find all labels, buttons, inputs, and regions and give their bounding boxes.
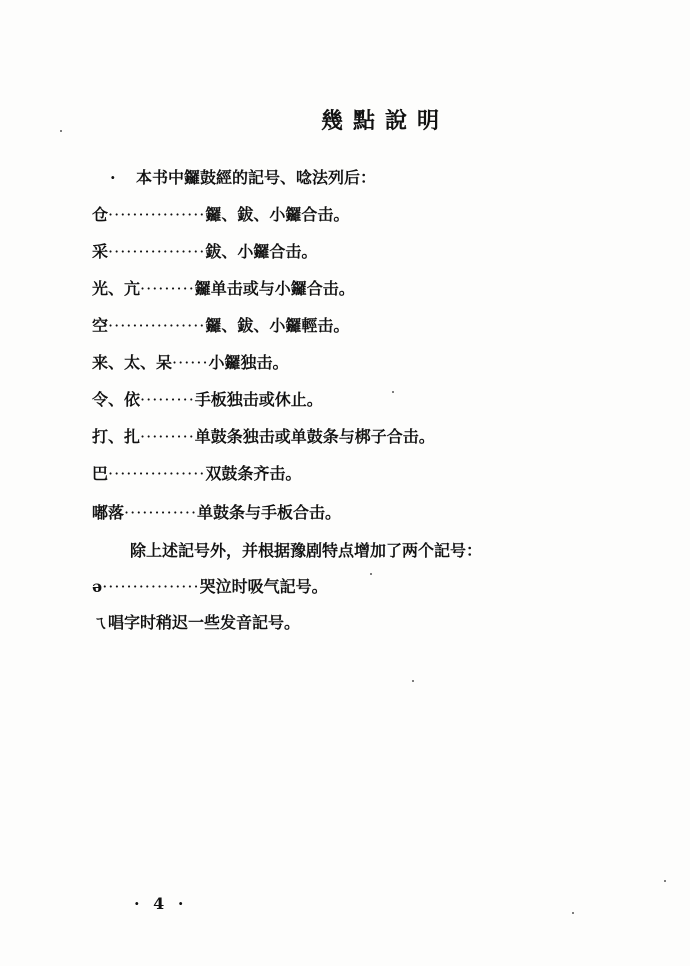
- leader-dots: ················: [108, 464, 206, 483]
- leader-dots: ·········: [140, 427, 195, 446]
- entry-term: 光、亢: [92, 279, 141, 298]
- entry-desc: 小鑼独击。: [208, 353, 289, 372]
- leader-dots: ·········: [140, 390, 195, 409]
- page-number: · 4 ·: [134, 894, 188, 913]
- entry-term: ㄟ: [92, 613, 109, 632]
- entry-desc: 唱字时稍迟一些发音記号。: [108, 613, 301, 632]
- scan-speck: [60, 130, 62, 132]
- entry-term: 打、扎: [92, 427, 141, 446]
- entry-row: [92, 276, 355, 299]
- entry-row: [92, 202, 349, 225]
- scan-speck: [664, 880, 666, 882]
- intro-text: 本书中鑼鼓經的記号、唸法列后：: [136, 168, 377, 187]
- entry-desc: 手板独击或休止。: [194, 390, 323, 409]
- entry-row: [92, 387, 323, 410]
- entry-term: 采: [92, 242, 109, 261]
- intro-line: [110, 165, 376, 188]
- entry-row: [92, 424, 435, 447]
- entry-row: [92, 574, 328, 597]
- entry-desc: 单鼓条与手板合击。: [197, 503, 342, 522]
- entry-term: 来、太、呆: [92, 353, 173, 372]
- leader-dots: ················: [108, 205, 206, 224]
- scan-speck: [370, 573, 372, 575]
- note-paragraph: 除上述記号外，并根据豫剧特点增加了两个記号：: [130, 541, 483, 560]
- entry-desc: 单鼓条独击或单鼓条与梆子合击。: [194, 427, 435, 446]
- entry-row: [92, 313, 349, 336]
- entry-row: [92, 610, 300, 633]
- entry-term: 空: [92, 316, 109, 335]
- entry-row: [92, 239, 317, 262]
- entry-desc: 鑼单击或与小鑼合击。: [194, 279, 355, 298]
- entry-term: 令、依: [92, 390, 141, 409]
- scan-speck: [392, 391, 394, 393]
- entry-desc: 双鼓条齐击。: [205, 464, 302, 483]
- entry-desc: 鈸、小鑼合击。: [205, 242, 318, 261]
- leader-dots: ················: [102, 577, 200, 596]
- leader-dots: ················: [108, 316, 206, 335]
- entry-term: ə: [92, 577, 103, 596]
- entry-desc: 鑼、鈸、小鑼合击。: [205, 205, 350, 224]
- entry-row: [92, 350, 289, 373]
- entry-term: 巴: [92, 464, 109, 483]
- entry-term: 嘟落: [92, 503, 125, 522]
- bullet-mark: ·: [110, 168, 116, 187]
- scan-speck: [572, 912, 574, 914]
- leader-dots: ······: [172, 353, 209, 372]
- entry-row: [92, 461, 301, 484]
- entry-term: 仓: [92, 205, 109, 224]
- page-title: 幾點說明: [320, 108, 449, 134]
- entry-desc: 哭泣时吸气記号。: [199, 577, 328, 596]
- leader-dots: ················: [108, 242, 206, 261]
- leader-dots: ·········: [140, 279, 195, 298]
- leader-dots: ············: [124, 503, 198, 522]
- scan-speck: [412, 680, 414, 682]
- entry-desc: 鑼、鈸、小鑼輕击。: [205, 316, 350, 335]
- entry-row: [92, 500, 341, 523]
